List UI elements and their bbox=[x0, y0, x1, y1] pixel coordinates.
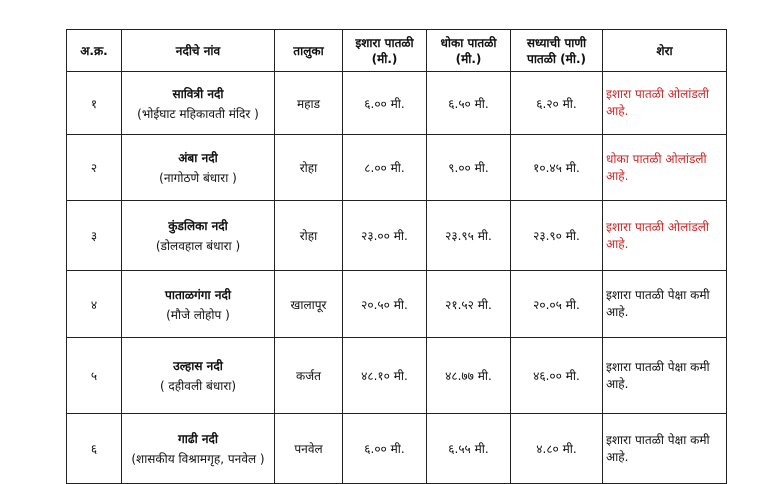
river-location: (भोईघाट महिकावती मंदिर ) bbox=[137, 106, 259, 121]
river-cell bbox=[122, 135, 275, 201]
river-location: (डोलवहाल बंधारा ) bbox=[155, 239, 241, 253]
warning-level-cell: २०.५० मी. bbox=[343, 271, 427, 338]
warning-level-cell: ६.०० मी. bbox=[343, 414, 427, 484]
table-header-row bbox=[67, 30, 727, 72]
remark-cell: इशारा पातळी ओलांडली आहे. bbox=[603, 201, 727, 271]
river-cell bbox=[122, 414, 275, 484]
danger-level-cell: ६.५० मी. bbox=[427, 72, 511, 135]
remark-cell: इशारा पातळी पेक्षा कमी आहे. bbox=[603, 414, 727, 484]
taluka-cell: महाड bbox=[275, 72, 343, 135]
river-location: ( दहीवली बंधारा) bbox=[159, 379, 237, 393]
river-cell bbox=[122, 338, 275, 414]
river-name: उल्हास नदी bbox=[173, 359, 223, 373]
river-location: (मौजे लोहोप ) bbox=[166, 307, 230, 322]
remark-cell: इशारा पातळी पेक्षा कमी आहे. bbox=[603, 338, 727, 414]
current-level-cell: २३.९० मी. bbox=[511, 201, 603, 271]
taluka-cell: रोहा bbox=[275, 135, 343, 201]
danger-level-cell: ९.०० मी. bbox=[427, 135, 511, 201]
table-row bbox=[67, 414, 727, 484]
taluka-cell: रोहा bbox=[275, 201, 343, 271]
danger-level-cell: २३.९५ मी. bbox=[427, 201, 511, 271]
danger-level-cell: २१.५२ मी. bbox=[427, 271, 511, 338]
river-name: अंबा नदी bbox=[178, 151, 218, 165]
header-remark: शेरा bbox=[603, 30, 727, 72]
river-name: सावित्री नदी bbox=[172, 86, 224, 101]
sr-cell: ३ bbox=[67, 201, 122, 271]
danger-level-cell: ४८.७७ मी. bbox=[427, 338, 511, 414]
table-row bbox=[67, 201, 727, 271]
header-danger: धोका पातळी (मी.) bbox=[427, 30, 511, 72]
taluka-cell: कर्जत bbox=[275, 338, 343, 414]
taluka-cell: खालापूर bbox=[275, 271, 343, 338]
table-row bbox=[67, 338, 727, 414]
river-cell bbox=[122, 72, 275, 135]
current-level-cell: ४६.०० मी. bbox=[511, 338, 603, 414]
river-cell bbox=[122, 201, 275, 271]
river-name: गाढी नदी bbox=[177, 432, 219, 446]
sr-cell: १ bbox=[67, 72, 122, 135]
river-location: (शासकीय विश्रामगृह, पनवेल ) bbox=[131, 452, 265, 466]
header-river: नदीचे नांव bbox=[122, 30, 275, 72]
warning-level-cell: २३.०० मी. bbox=[343, 201, 427, 271]
remark-cell: इशारा पातळी ओलांडली आहे. bbox=[603, 72, 727, 135]
danger-level-cell: ६.५५ मी. bbox=[427, 414, 511, 484]
warning-level-cell: ८.०० मी. bbox=[343, 135, 427, 201]
river-location: (नागोठणे बंधारा ) bbox=[159, 171, 237, 185]
current-level-cell: १०.४५ मी. bbox=[511, 135, 603, 201]
header-current: सध्याची पाणी पातळी (मी.) bbox=[511, 30, 603, 72]
current-level-cell: २०.०५ मी. bbox=[511, 271, 603, 338]
taluka-cell: पनवेल bbox=[275, 414, 343, 484]
table-row bbox=[67, 72, 727, 135]
remark-cell: धोका पातळी ओलांडली आहे. bbox=[603, 135, 727, 201]
sr-cell: ५ bbox=[67, 338, 122, 414]
sr-cell: ४ bbox=[67, 271, 122, 338]
header-sr: अ.क्र. bbox=[67, 30, 122, 72]
table-row bbox=[67, 271, 727, 338]
current-level-cell: ४.८० मी. bbox=[511, 414, 603, 484]
current-level-cell: ६.२० मी. bbox=[511, 72, 603, 135]
warning-level-cell: ६.०० मी. bbox=[343, 72, 427, 135]
header-taluka: तालुका bbox=[275, 30, 343, 72]
header-warning: इशारा पातळी (मी.) bbox=[343, 30, 427, 72]
sr-cell: २ bbox=[67, 135, 122, 201]
river-cell bbox=[122, 271, 275, 338]
river-name: पाताळगंगा नदी bbox=[165, 287, 231, 302]
river-level-table bbox=[66, 29, 727, 484]
table-row bbox=[67, 135, 727, 201]
river-name: कुंडलिका नदी bbox=[168, 219, 228, 233]
sr-cell: ६ bbox=[67, 414, 122, 484]
remark-cell: इशारा पातळी पेक्षा कमी आहे. bbox=[603, 271, 727, 338]
warning-level-cell: ४८.१० मी. bbox=[343, 338, 427, 414]
